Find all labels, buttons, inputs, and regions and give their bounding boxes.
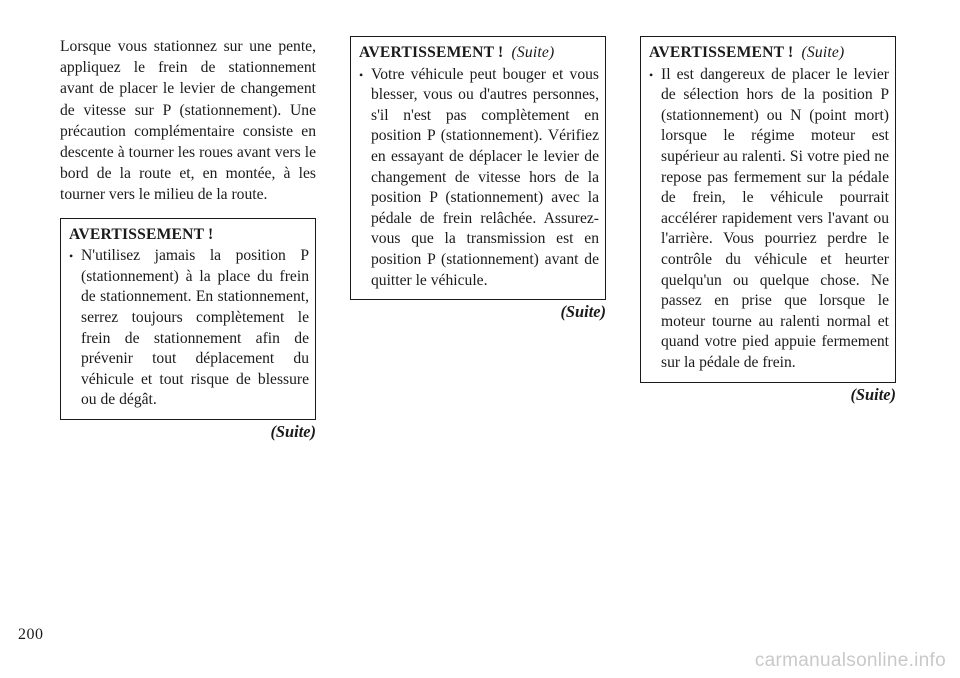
bullet-icon: • <box>359 67 364 82</box>
continued-label: (Suite) <box>270 421 316 441</box>
page-number: 200 <box>18 626 44 643</box>
warning-text: Il est dangereux de placer le levier de sélection hors de la position P (stationnement) ou N (point mort) lorsque le régime moteur est supérieur au ralenti. Si votre pied ne repose pas fermement sur la pédale de frein, le véhicule pourrait accélérer rapidement vers l'avant ou l'arrière. Vous pourriez perdre le contrôle du véhicule et heurter quelqu'un ou quelque chose. Ne passez en prise que lorsque le moteur tourne au ralenti normal et quand votre pied appuie fermement sur la pédale de frein. <box>661 65 889 371</box>
warning-box-1 <box>60 218 316 420</box>
bullet-icon: • <box>69 249 74 264</box>
warning-bullet <box>69 246 309 411</box>
warning-title-text: AVERTISSEMENT ! <box>69 225 214 243</box>
continued-label: (Suite) <box>560 302 606 322</box>
warning-box-2 <box>350 36 606 300</box>
warning-title <box>649 43 889 64</box>
warning-continued-label: (Suite) <box>801 44 845 61</box>
warning-bullet <box>649 65 889 374</box>
warning-title <box>69 225 309 246</box>
column-2 <box>350 36 606 322</box>
warning-text: Votre véhicule peut bouger et vous blesser, vous ou d'autres personnes, s'il n'est pas complètement en position P (stationnement). Vérifiez en essayant de déplacer le levier de changement de vitesse hors de la position P (stationnement) avec la pédale de frein relâchée. Assurez-vous que la transmission est en position P (stationnement) avant de quitter le véhicule. <box>371 65 599 289</box>
warning-title <box>359 43 599 64</box>
warning-bullet <box>359 65 599 292</box>
column-3 <box>640 36 896 405</box>
continued-label: (Suite) <box>850 384 896 404</box>
watermark: carmanualsonline.info <box>754 650 946 671</box>
column-1 <box>60 36 316 442</box>
warning-box-3 <box>640 36 896 383</box>
bullet-icon: • <box>649 67 654 82</box>
intro-paragraph: Lorsque vous stationnez sur une pente, appliquez le frein de stationnement avant de placer le levier de changement de vitesse sur P (stationnement). Une précaution complémentaire consiste en descente à tourner les roues avant vers le bord de la route et, en montée, à les tourner vers le milieu de la route. <box>60 38 316 204</box>
warning-continued-label: (Suite) <box>511 44 555 61</box>
warning-text: N'utilisez jamais la position P (stationnement) à la place du frein de stationnement. En stationnement, serrez toujours complètement le frein de stationnement afin de prévenir tout déplacement du véhicule et tout risque de blessure ou de dégât. <box>81 247 309 409</box>
warning-title-text: AVERTISSEMENT ! <box>649 44 794 61</box>
warning-title-text: AVERTISSEMENT ! <box>359 44 504 61</box>
